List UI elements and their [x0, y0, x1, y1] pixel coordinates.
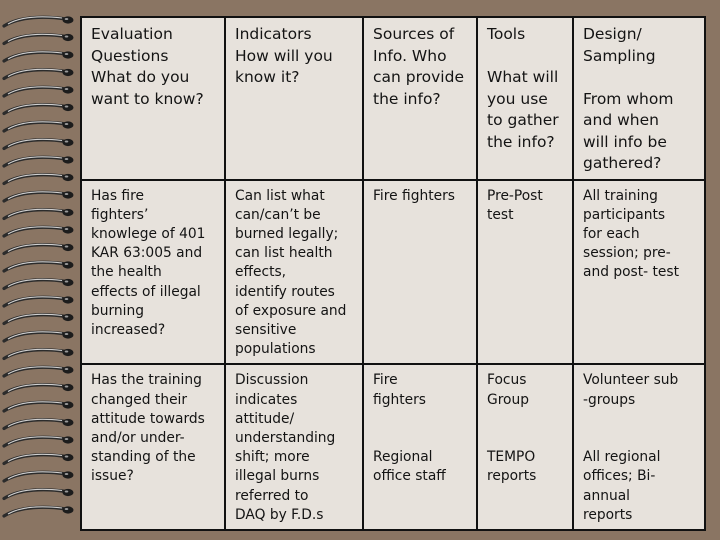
binding-ring-icon — [4, 454, 74, 464]
binding-ring-icon — [4, 16, 74, 26]
binding-ring-icon — [4, 209, 74, 219]
table-cell: Fire fighters Regional office staff — [363, 364, 477, 530]
header-evaluation-questions: Evaluation Questions What do you want to know? — [81, 17, 225, 180]
table-cell: Has fire fighters’ knowlege of 401 KAR 63:005 and the health effects of illegal burning increased? — [81, 180, 225, 365]
binding-ring-icon — [4, 419, 74, 429]
binding-ring-icon — [4, 104, 74, 114]
binding-ring-icon — [4, 314, 74, 324]
table-row — [81, 364, 705, 530]
table-header-row — [81, 17, 705, 180]
table-cell: Focus Group TEMPO reports — [477, 364, 573, 530]
table-row — [81, 180, 705, 365]
header-indicators: Indicators How will you know it? — [225, 17, 363, 180]
binding-ring-icon — [4, 261, 74, 271]
binding-ring-icon — [4, 366, 74, 376]
binding-ring-icon — [4, 279, 74, 289]
binding-ring-icon — [4, 296, 74, 306]
binding-ring-icon — [4, 174, 74, 184]
binding-ring-icon — [4, 436, 74, 446]
binding-ring-icon — [4, 139, 74, 149]
table-cell: Can list what can/can’t be burned legally; can list health effects, identify routes of exposure and sensitive populations — [225, 180, 363, 365]
spiral-binding-icon — [0, 0, 80, 540]
header-sources-of-info: Sources of Info. Who can provide the info? — [363, 17, 477, 180]
binding-ring-icon — [4, 51, 74, 61]
header-design-sampling: Design/ Sampling From whom and when will info be gathered? — [573, 17, 705, 180]
binding-ring-icon — [4, 349, 74, 359]
header-tools: Tools What will you use to gather the info? — [477, 17, 573, 180]
binding-ring-icon — [4, 489, 74, 499]
binding-ring-icon — [4, 191, 74, 201]
binding-ring-icon — [4, 156, 74, 166]
evaluation-plan-table — [80, 16, 706, 531]
table-cell: Volunteer sub -groups All regional offices; Bi- annual reports — [573, 364, 705, 530]
binding-ring-icon — [4, 226, 74, 236]
binding-ring-icon — [4, 121, 74, 131]
table-cell: Pre-Post test — [477, 180, 573, 365]
binding-ring-icon — [4, 86, 74, 96]
table-cell: Discussion indicates attitude/ understanding shift; more illegal burns referred to DAQ by F.D.s — [225, 364, 363, 530]
binding-ring-icon — [4, 69, 74, 79]
binding-ring-icon — [4, 506, 74, 516]
binding-ring-icon — [4, 471, 74, 481]
binding-ring-icon — [4, 384, 74, 394]
binding-ring-icon — [4, 331, 74, 341]
table-cell: Fire fighters — [363, 180, 477, 365]
binding-ring-icon — [4, 34, 74, 44]
table-cell: All training participants for each session; pre- and post- test — [573, 180, 705, 365]
table-cell: Has the training changed their attitude towards and/or under- standing of the issue? — [81, 364, 225, 530]
binding-ring-icon — [4, 401, 74, 411]
binding-ring-icon — [4, 244, 74, 254]
